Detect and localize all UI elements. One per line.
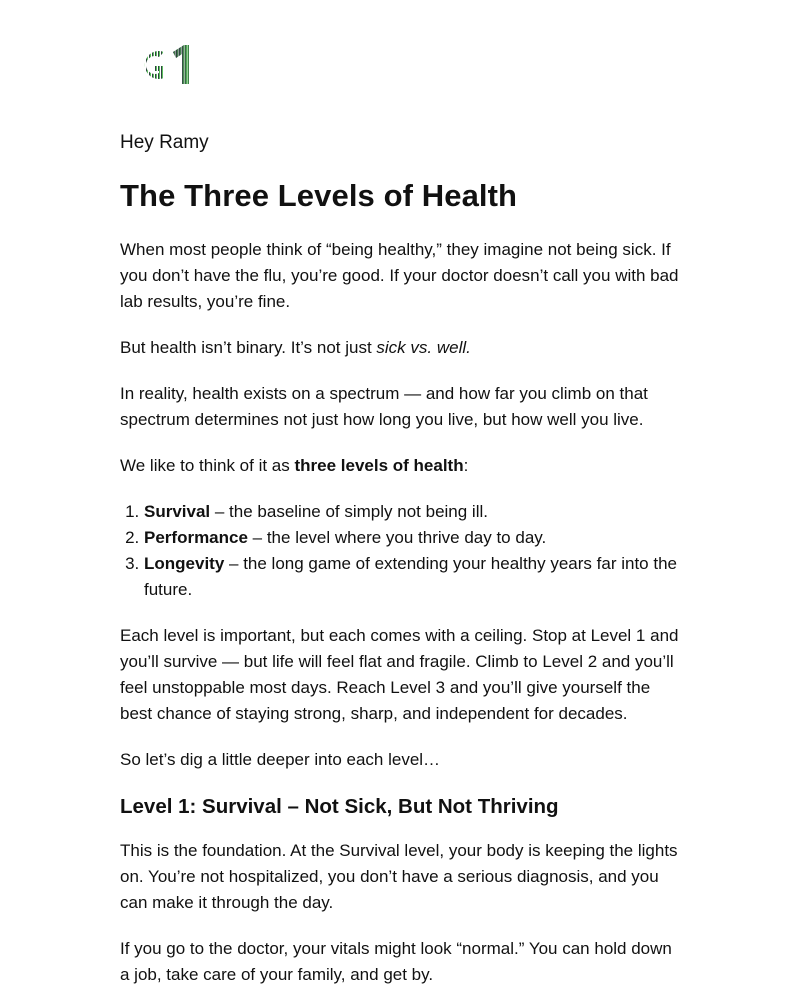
level-name: Performance [144, 528, 248, 547]
paragraph-three-levels [120, 453, 685, 479]
brand-logo [134, 40, 198, 90]
level-name: Longevity [144, 554, 225, 573]
level-desc: – the level where you thrive day to day. [247, 528, 547, 547]
levels-list [120, 499, 685, 603]
level-desc: – the baseline of simply not being ill. [210, 502, 488, 521]
sick-vs-well-emphasis: sick vs. well. [376, 338, 471, 357]
paragraph-spectrum: In reality, health exists on a spectrum — and how far you climb on that spectrum determines not just how long you live, but how well you live. [120, 384, 648, 429]
paragraph-intro: When most people think of “being healthy,” they imagine not being sick. If you don’t have the flu, you’re good. If your doctor doesn’t call you with bad lab results, you’re fine. [120, 240, 679, 311]
paragraph-doctor: If you go to the doctor, your vitals might look “normal.” You can hold down a job, take care of your family, and get by. [120, 939, 672, 984]
list-item-performance [144, 525, 685, 551]
three-levels-prefix: We like to think of it as [120, 456, 295, 475]
paragraph-ceiling: Each level is important, but each comes with a ceiling. Stop at Level 1 and you’ll survive — but life will feel flat and fragile. Climb to Level 2 and you’ll feel unstoppable most days. Reach Level 3 and you’ll give yourself the best chance of staying strong, sharp, and independent for decades. [120, 626, 679, 723]
section-heading-survival: Level 1: Survival – Not Sick, But Not Thriving [120, 795, 559, 818]
paragraph-binary [120, 335, 685, 361]
article-title: The Three Levels of Health [120, 178, 518, 213]
level-name: Survival [144, 502, 211, 521]
list-item-longevity [144, 551, 685, 603]
paragraph-binary-text: But health isn’t binary. It’s not just [120, 338, 377, 357]
paragraph-dig-deeper: So let’s dig a little deeper into each level… [120, 750, 441, 769]
list-item-survival [144, 499, 685, 525]
paragraph-foundation: This is the foundation. At the Survival level, your body is keeping the lights on. You’re not hospitalized, you don’t have a serious diagnosis, and you can make it through the day. [120, 841, 678, 912]
three-levels-bold: three levels of health [294, 456, 464, 475]
email-body [120, 130, 685, 1008]
level-desc: – the long game of extending your healthy years far into the future. [144, 554, 677, 599]
greeting: Hey Ramy [120, 132, 209, 153]
three-levels-suffix: : [463, 456, 469, 475]
